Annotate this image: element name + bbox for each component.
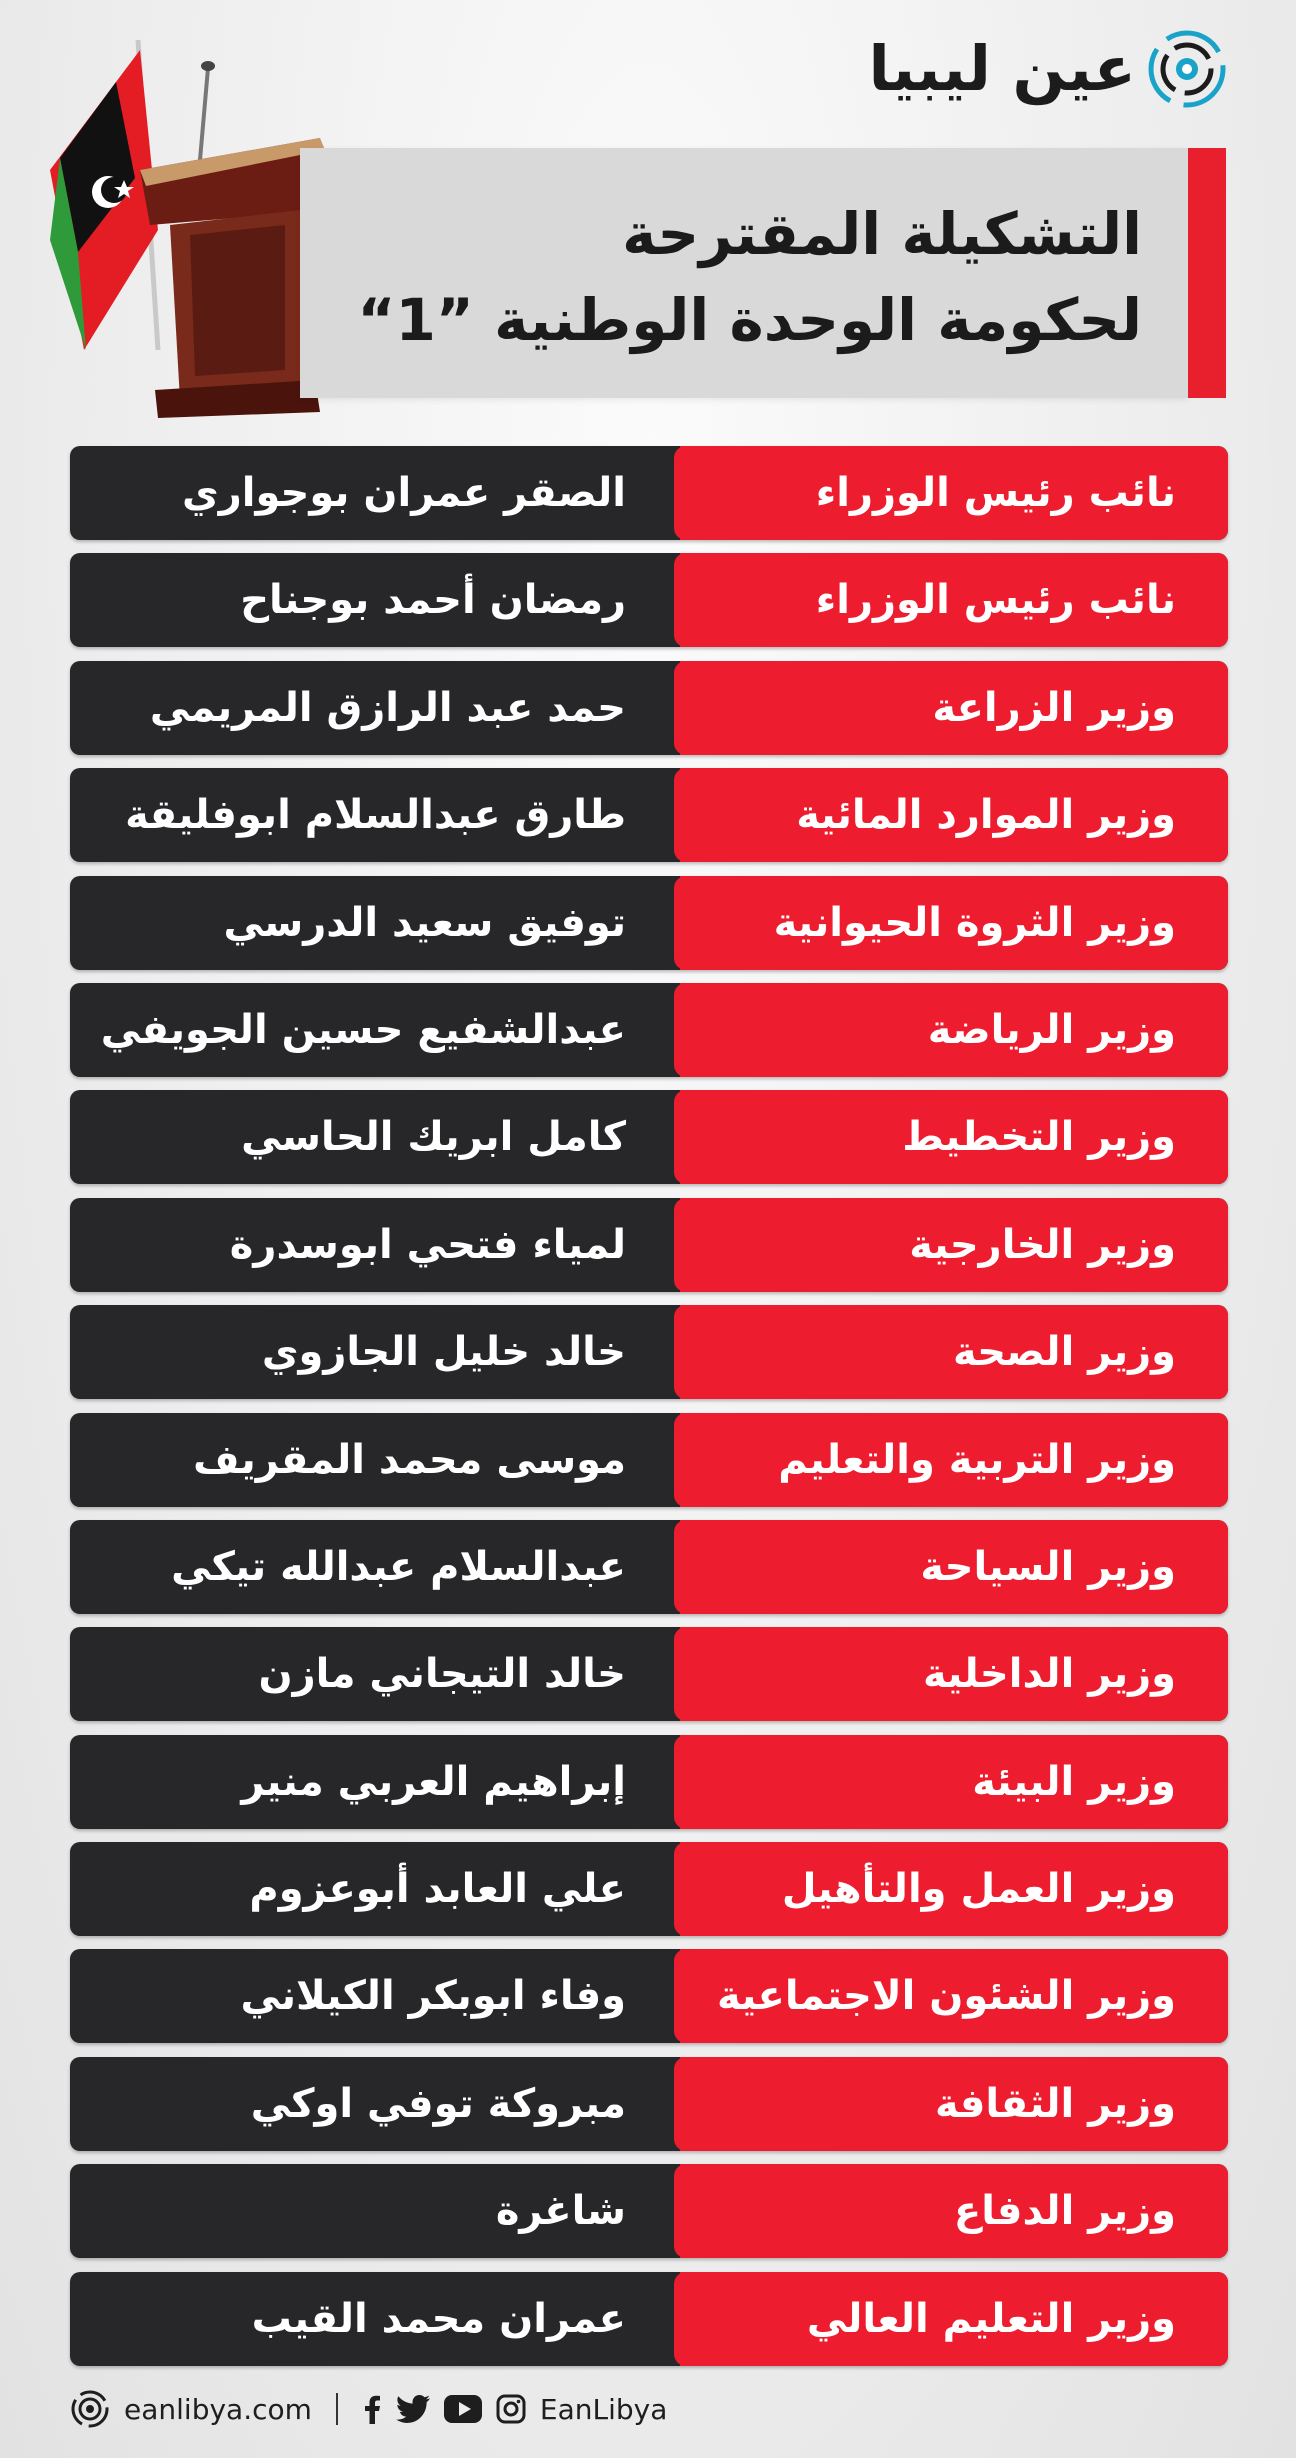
- list-item: [70, 1413, 1228, 1507]
- ministry-role: وزير البيئة: [680, 1735, 1228, 1829]
- list-item: [70, 661, 1228, 755]
- instagram-icon[interactable]: [496, 2394, 526, 2424]
- list-item: [70, 1627, 1228, 1721]
- youtube-icon[interactable]: [444, 2395, 482, 2423]
- minister-name: كامل ابريك الحاسي: [241, 1114, 626, 1161]
- ministry-role: وزير السياحة: [680, 1520, 1228, 1614]
- list-item: [70, 876, 1228, 970]
- ministry-role: وزير الدفاع: [680, 2164, 1228, 2258]
- minister-name: وفاء ابوبكر الكيلاني: [240, 1973, 626, 2020]
- ministry-role: وزير الصحة: [680, 1305, 1228, 1399]
- ministry-role: نائب رئيس الوزراء: [680, 553, 1228, 647]
- ministry-role: وزير الثقافة: [680, 2057, 1228, 2151]
- minister-name: شاغرة: [495, 2188, 626, 2235]
- social-handle: EanLibya: [539, 2392, 668, 2426]
- ministry-role: وزير العمل والتأهيل: [680, 1842, 1228, 1936]
- title-banner: [300, 148, 1188, 398]
- ministry-role: وزير الداخلية: [680, 1627, 1228, 1721]
- minister-name: إبراهيم العربي منير: [241, 1758, 626, 1805]
- minister-name: توفيق سعيد الدرسي: [223, 899, 626, 946]
- minister-name: موسى محمد المقريف: [193, 1436, 626, 1483]
- logo-text: عين ليبيا: [868, 32, 1136, 105]
- list-item: [70, 1520, 1228, 1614]
- ministry-role: وزير التخطيط: [680, 1090, 1228, 1184]
- title-line-1: التشكيلة المقترحة: [622, 200, 1142, 268]
- list-item: [70, 553, 1228, 647]
- footer: [70, 2386, 667, 2432]
- minister-name: عبدالشفيع حسين الجويفي: [100, 1006, 626, 1053]
- ministry-role: وزير الزراعة: [680, 661, 1228, 755]
- twitter-icon[interactable]: [396, 2395, 430, 2423]
- minister-name: خالد خليل الجازوي: [261, 1329, 626, 1376]
- list-item: [70, 983, 1228, 1077]
- website-link[interactable]: eanlibya.com: [124, 2392, 312, 2426]
- ministry-role: وزير الثروة الحيوانية: [680, 876, 1228, 970]
- minister-name: رمضان أحمد بوجناح: [240, 577, 626, 624]
- footer-divider: [336, 2393, 338, 2425]
- brand-logo: [868, 28, 1228, 110]
- eye-logo-small-icon: [70, 2389, 110, 2429]
- ministry-role: وزير الشئون الاجتماعية: [680, 1949, 1228, 2043]
- list-item: [70, 2057, 1228, 2151]
- minister-name: خالد التيجاني مازن: [258, 1651, 626, 1698]
- facebook-icon[interactable]: [362, 2394, 382, 2424]
- title-line-2: لحكومة الوحدة الوطنية ”1“: [357, 286, 1142, 354]
- list-item: [70, 1198, 1228, 1292]
- minister-name: عبدالسلام عبدالله تيكي: [171, 1543, 626, 1590]
- ministry-role: وزير التربية والتعليم: [680, 1413, 1228, 1507]
- minister-name: لمياء فتحي ابوسدرة: [229, 1221, 626, 1268]
- ministry-role: وزير الموارد المائية: [680, 768, 1228, 862]
- minister-name: علي العابد أبوعزوم: [249, 1866, 626, 1913]
- ministry-role: وزير الخارجية: [680, 1198, 1228, 1292]
- list-item: [70, 768, 1228, 862]
- list-item: [70, 1735, 1228, 1829]
- minister-name: مبروكة توفي اوكي: [250, 2080, 626, 2127]
- eye-logo-icon: [1146, 28, 1228, 110]
- minister-name: الصقر عمران بوجواري: [182, 470, 626, 516]
- cabinet-list: [70, 446, 1228, 2379]
- list-item: [70, 2164, 1228, 2258]
- list-item: [70, 1090, 1228, 1184]
- minister-name: عمران محمد القيب: [251, 2295, 626, 2342]
- list-item: [70, 1949, 1228, 2043]
- list-item: [70, 2272, 1228, 2366]
- list-item: [70, 446, 1228, 540]
- ministry-role: وزير الرياضة: [680, 983, 1228, 1077]
- title-accent-bar: [1188, 148, 1226, 398]
- list-item: [70, 1842, 1228, 1936]
- ministry-role: وزير التعليم العالي: [680, 2272, 1228, 2366]
- minister-name: حمد عبد الرازق المريمي: [149, 684, 626, 731]
- ministry-role: نائب رئيس الوزراء: [680, 446, 1228, 540]
- list-item: [70, 1305, 1228, 1399]
- minister-name: طارق عبدالسلام ابوفليقة: [125, 792, 626, 839]
